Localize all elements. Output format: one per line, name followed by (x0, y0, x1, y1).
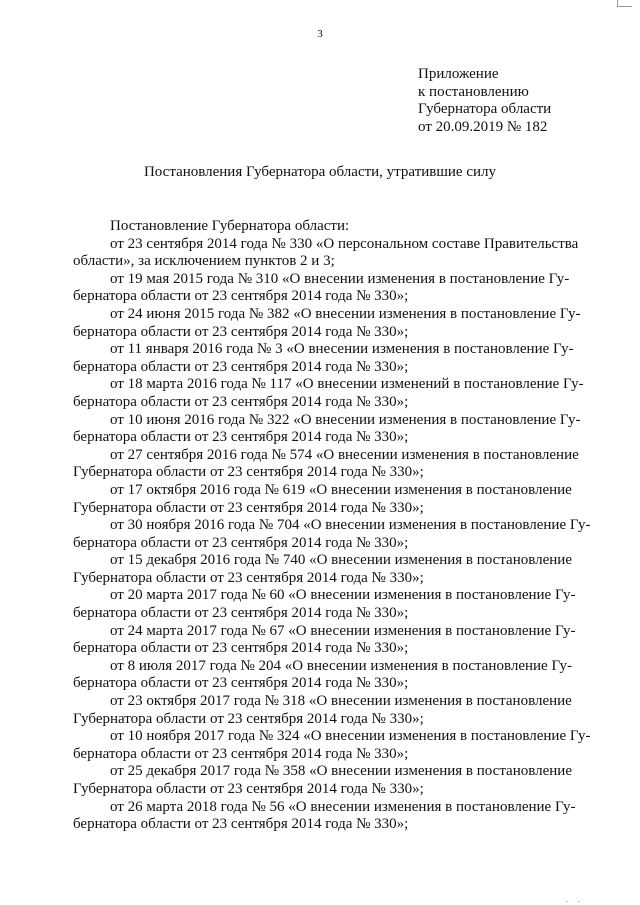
decree-item (73, 623, 585, 658)
decree-item-first-line: от 10 июня 2016 года № 322 «О внесении изменения в постановление Гу- (110, 411, 581, 428)
decree-item (73, 271, 585, 306)
decree-item-continuation: бернатора области от 23 сентября 2014 года № 330»; (73, 288, 409, 305)
decree-item-first-line: от 10 ноября 2017 года № 324 «О внесении изменения в постановление Гу- (110, 728, 591, 745)
decree-item (73, 693, 585, 728)
page-number: 3 (317, 28, 323, 40)
decree-item-continuation: бернатора области от 23 сентября 2014 года № 330»; (73, 745, 409, 762)
decree-item-first-line: от 8 июля 2017 года № 204 «О внесении изменения в постановление Гу- (110, 657, 573, 674)
decree-item-continuation: Губернатора области от 23 сентября 2014 года № 330»; (73, 710, 424, 727)
decree-item-continuation: бернатора области от 23 сентября 2014 года № 330»; (73, 358, 409, 375)
decree-item (73, 587, 585, 622)
decree-item-continuation: бернатора области от 23 сентября 2014 года № 330»; (73, 393, 409, 410)
decree-item-continuation: бернатора области от 23 сентября 2014 года № 330»; (73, 816, 409, 833)
document-title: Постановления Губернатора области, утратившие силу (143, 164, 497, 180)
decree-item-first-line: от 24 марта 2017 года № 67 «О внесении изменения в постановление Гу- (110, 622, 576, 639)
decree-item (73, 447, 585, 482)
decree-item (73, 799, 585, 834)
decree-item-continuation: бернатора области от 23 сентября 2014 года № 330»; (73, 675, 409, 692)
decree-item (73, 763, 585, 798)
decree-item-continuation: Губернатора области от 23 сентября 2014 года № 330»; (73, 464, 424, 481)
decree-item-first-line: от 25 декабря 2017 года № 358 «О внесении изменения в постановление (110, 763, 572, 780)
decree-item-first-line: от 15 декабря 2016 года № 740 «О внесении изменения в постановление (110, 552, 572, 569)
scan-corner-mark (617, 0, 632, 7)
decree-item-first-line: от 26 марта 2018 года № 56 «О внесении изменения в постановление Гу- (110, 798, 576, 815)
decree-item-continuation: Губернатора области от 23 сентября 2014 года № 330»; (73, 781, 424, 797)
decree-item (73, 517, 591, 552)
decree-item-first-line: от 23 октября 2017 года № 318 «О внесении изменения в постановление (110, 693, 572, 710)
decree-item (73, 482, 585, 517)
decree-item-first-line: от 19 мая 2015 года № 310 «О внесении изменения в постановление Гу- (110, 270, 570, 287)
appendix-line-1: Приложение (418, 66, 499, 82)
decree-item-first-line: от 17 октября 2016 года № 619 «О внесении изменения в постановление (110, 481, 572, 498)
decree-list (73, 235, 591, 834)
appendix-line-2: к постановлению (418, 83, 529, 100)
decree-item (73, 306, 585, 341)
decree-item-continuation: бернатора области от 23 сентября 2014 года № 330»; (73, 605, 409, 622)
decree-item-continuation: бернатора области от 23 сентября 2014 года № 330»; (73, 429, 409, 446)
decree-item (73, 658, 585, 693)
document-body (73, 218, 591, 834)
decree-item (73, 236, 585, 271)
decree-item (73, 552, 585, 587)
decree-item-continuation: Губернатора области от 23 сентября 2014 года № 330»; (73, 569, 424, 586)
appendix-line-4: от 20.09.2019 № 182 (418, 118, 548, 135)
decree-item-continuation: бернатора области от 23 сентября 2014 года № 330»; (73, 323, 409, 340)
decree-item-first-line: от 24 июня 2015 года № 382 «О внесении изменения в постановление Гу- (110, 305, 581, 322)
decree-item-continuation: бернатора области от 23 сентября 2014 года № 330»; (73, 640, 409, 657)
decree-item-first-line: от 18 марта 2016 года № 117 «О внесении изменений в постановление Гу- (110, 376, 584, 393)
decree-item-first-line: от 20 марта 2017 года № 60 «О внесении изменения в постановление Гу- (110, 587, 576, 604)
intro-paragraph: Постановление Губернатора области: (110, 218, 350, 234)
appendix-line-3: Губернатора области (418, 101, 552, 117)
decree-item-continuation: Губернатора области от 23 сентября 2014 года № 330»; (73, 499, 424, 516)
decree-item-first-line: от 27 сентября 2016 года № 574 «О внесении изменения в постановление (110, 446, 579, 463)
decree-item (73, 376, 585, 411)
decree-item-first-line: от 11 января 2016 года № 3 «О внесении изменения в постановление Гу- (110, 341, 574, 358)
decree-item-continuation: бернатора области от 23 сентября 2014 года № 330»; (73, 534, 409, 551)
appendix-block (418, 66, 551, 136)
decree-item-continuation: области», за исключением пунктов 2 и 3; (73, 253, 335, 270)
decree-item (73, 412, 585, 447)
scan-bottom-mark: . . (566, 895, 584, 904)
decree-item-first-line: от 30 ноября 2016 года № 704 «О внесении изменения в постановление Гу- (110, 517, 591, 534)
decree-item (73, 341, 585, 376)
decree-item (73, 728, 591, 763)
decree-item-first-line: от 23 сентября 2014 года № 330 «О персональном составе Правительства (110, 235, 579, 252)
